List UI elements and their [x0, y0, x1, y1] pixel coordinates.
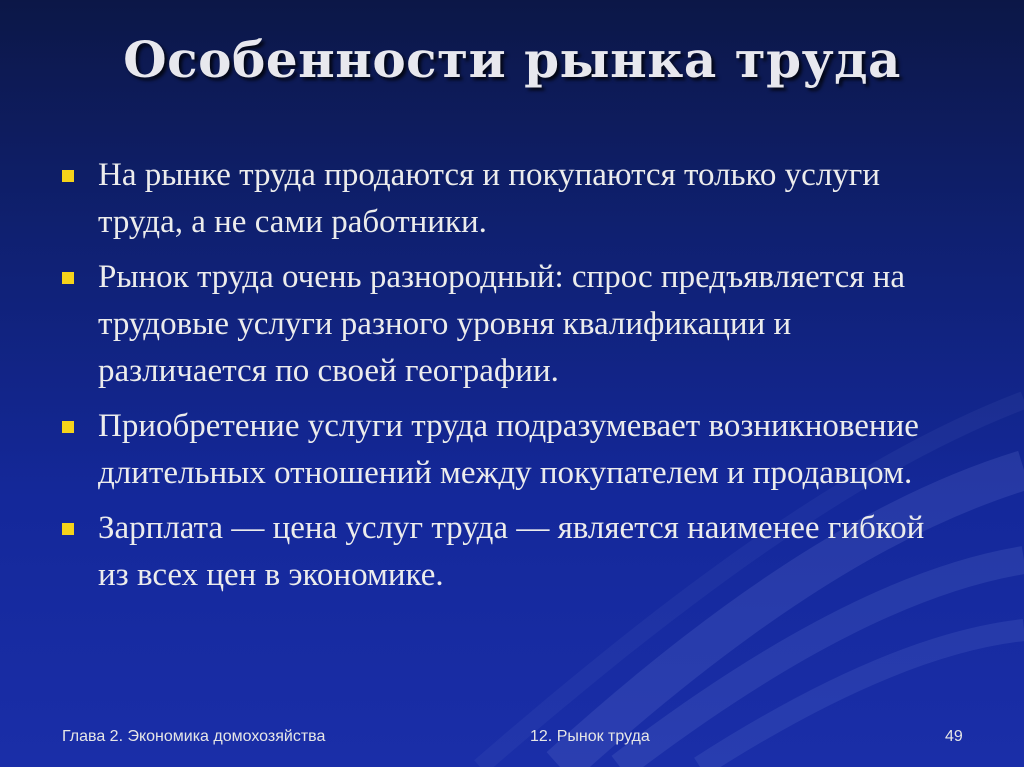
- bullet-text: Зарплата — цена услуг труда — является наименее гибкой из всех цен в экономике.: [98, 510, 925, 593]
- bullet-text: Рынок труда очень разнородный: спрос предъявляется на трудовые услуги разного уровня квалификации и различается по своей географии.: [98, 259, 905, 389]
- bullet-text: На рынке труда продаются и покупаются только услуги труда, а не сами работники.: [98, 157, 880, 240]
- bullet-list: [62, 152, 962, 607]
- square-bullet-icon: [62, 170, 74, 182]
- page-number: 49: [945, 728, 963, 745]
- footer-chapter: Глава 2. Экономика домохозяйства: [62, 728, 326, 745]
- square-bullet-icon: [62, 421, 74, 433]
- square-bullet-icon: [62, 272, 74, 284]
- bullet-text: Приобретение услуги труда подразумевает возникновение длительных отношений между покупателем и продавцом.: [98, 408, 919, 491]
- slide-title: Особенности рынка труда: [123, 30, 901, 89]
- bullet-item: [62, 403, 962, 497]
- bullet-item: [62, 152, 962, 246]
- bullet-item: [62, 254, 962, 395]
- square-bullet-icon: [62, 523, 74, 535]
- footer-section: 12. Рынок труда: [530, 728, 650, 745]
- bullet-item: [62, 505, 962, 599]
